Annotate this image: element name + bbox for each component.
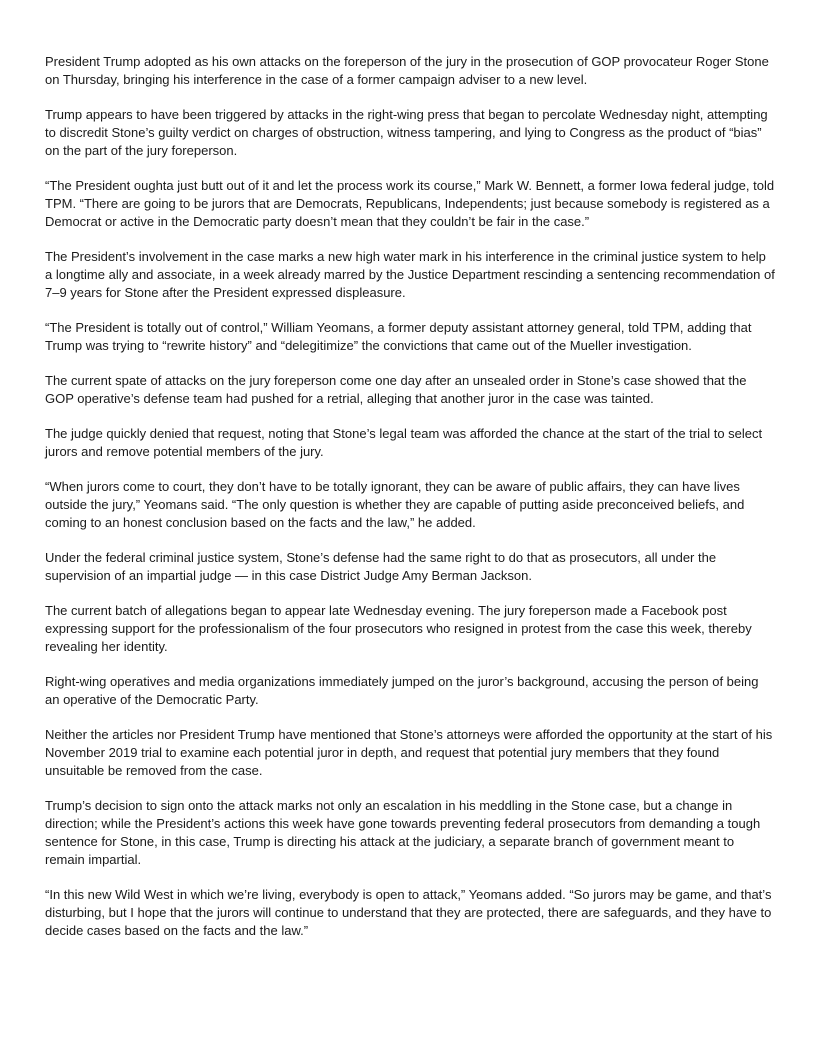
paragraph-14: “In this new Wild West in which we’re living, everybody is open to attack,” Yeomans added. “So jurors may be game, and that’s disturbing, but I hope that the jurors will continue to understand that they are protected, there are safeguards, and they have to decide cases based on the facts and the law.” [45, 887, 772, 938]
paragraph-8: “When jurors come to court, they don’t have to be totally ignorant, they can be aware of public affairs, they can have lives outside the jury,” Yeomans said. “The only question is whether they are capable of putting aside preconceived beliefs, and coming to an honest conclusion based on the facts and the law,” he added. [45, 479, 745, 530]
article-body [45, 53, 775, 957]
paragraph-1: President Trump adopted as his own attacks on the foreperson of the jury in the prosecution of GOP provocateur Roger Stone on Thursday, bringing his interference in the case of a former campaign adviser to a new level. [45, 54, 769, 87]
paragraph-11: Right-wing operatives and media organizations immediately jumped on the juror’s background, accusing the person of being an operative of the Democratic Party. [45, 674, 759, 707]
paragraph-3: “The President oughta just butt out of it and let the process work its course,” Mark W. Bennett, a former Iowa federal judge, told TPM. “There are going to be jurors that are Democrats, Republicans, Independents; just because somebody is registered as a Democrat or active in the Democratic party doesn’t mean that they couldn’t be fair in the case.” [45, 178, 775, 229]
paragraph-2: Trump appears to have been triggered by attacks in the right-wing press that began to percolate Wednesday night, attempting to discredit Stone’s guilty verdict on charges of obstruction, witness tampering, and lying to Congress as the product of “bias” on the part of the jury foreperson. [45, 107, 768, 158]
paragraph-13: Trump’s decision to sign onto the attack marks not only an escalation in his meddling in the Stone case, but a change in direction; while the President’s actions this week have gone towards preventing federal prosecutors from demanding a tough sentence for Stone, in this case, Trump is directing his attack at the judiciary, a separate branch of government meant to remain impartial. [45, 798, 761, 867]
paragraph-7: The judge quickly denied that request, noting that Stone’s legal team was afforded the chance at the start of the trial to select jurors and remove potential members of the jury. [45, 426, 763, 459]
paragraph-10: The current batch of allegations began to appear late Wednesday evening. The jury foreperson made a Facebook post expressing support for the professionalism of the four prosecutors who resigned in protest from the case this week, thereby revealing her identity. [45, 603, 752, 654]
paragraph-5: “The President is totally out of control,” William Yeomans, a former deputy assistant attorney general, told TPM, adding that Trump was trying to “rewrite history” and “delegitimize” the convictions that came out of the Mueller investigation. [45, 320, 752, 353]
paragraph-12: Neither the articles nor President Trump have mentioned that Stone’s attorneys were afforded the opportunity at the start of his November 2019 trial to examine each potential juror in depth, and request that potential jury members that they found unsuitable be removed from the case. [45, 727, 773, 778]
paragraph-9: Under the federal criminal justice system, Stone’s defense had the same right to do that as prosecutors, all under the supervision of an impartial judge — in this case District Judge Amy Berman Jackson. [45, 550, 717, 583]
paragraph-4: The President’s involvement in the case marks a new high water mark in his interference in the criminal justice system to help a longtime ally and associate, in a week already marred by the Justice Department rescinding a sentencing recommendation of 7–9 years for Stone after the President expressed displeasure. [45, 249, 775, 300]
paragraph-6: The current spate of attacks on the jury foreperson come one day after an unsealed order in Stone’s case showed that the GOP operative’s defense team had pushed for a retrial, alleging that another juror in the case was tainted. [45, 373, 747, 406]
